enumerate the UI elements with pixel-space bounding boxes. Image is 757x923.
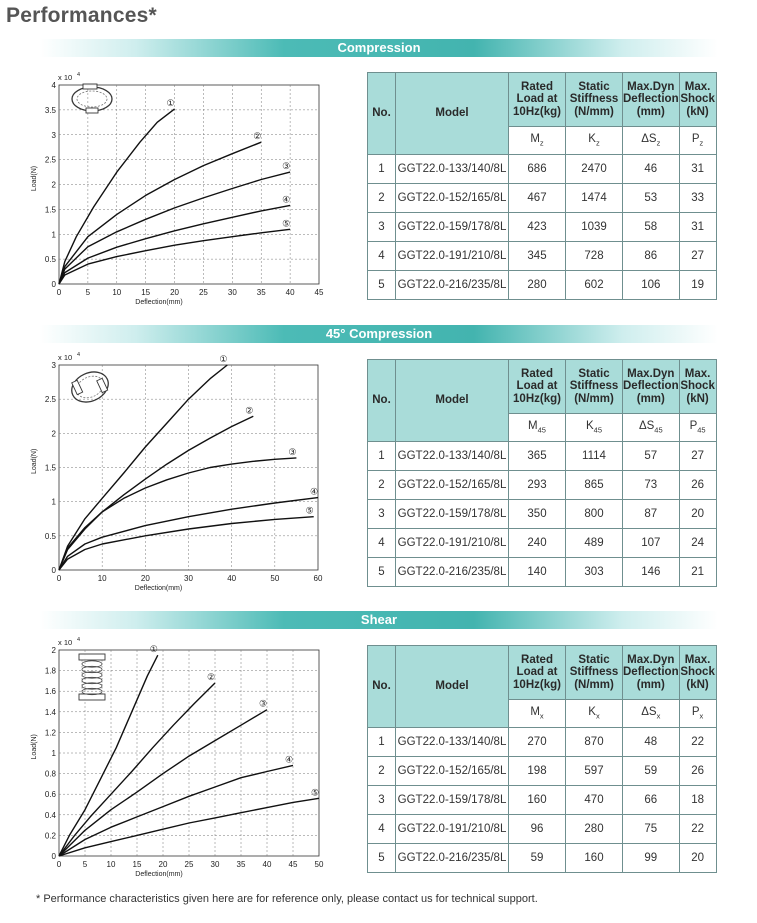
cell-no: 3	[368, 786, 396, 815]
symbol-shock-sub: z	[699, 138, 704, 148]
series-label-3: ③	[288, 446, 297, 457]
cell-static: 160	[566, 844, 623, 873]
cell-rated: 345	[509, 242, 566, 271]
cell-model: GGT22.0-216/235/8L	[396, 558, 509, 587]
x-tick-label: 10	[112, 288, 122, 297]
header-dyn	[623, 360, 680, 414]
cell-no: 5	[368, 558, 396, 587]
chart-shear	[0, 634, 340, 884]
symbol-dyn	[623, 414, 680, 442]
y-tick-label: 1	[51, 230, 56, 240]
y-tick-label: 1.5	[44, 205, 56, 215]
cell-dyn: 146	[623, 558, 680, 587]
cell-rated: 198	[509, 757, 566, 786]
x-tick-label: 0	[56, 288, 62, 297]
header-rated-line: Rated	[521, 653, 553, 666]
x-tick-label: 10	[97, 574, 107, 583]
cell-no: 5	[368, 844, 396, 873]
cell-static: 870	[566, 728, 623, 757]
x-tick-label: 10	[106, 860, 116, 869]
x-tick-label: 5	[85, 288, 91, 297]
cell-static: 865	[566, 471, 623, 500]
header-shock	[679, 360, 716, 414]
header-dyn-line: (mm)	[636, 392, 665, 405]
y-tick-label: 3	[51, 361, 56, 370]
cell-no: 2	[368, 471, 396, 500]
table-row	[368, 500, 717, 529]
cell-rated: 686	[509, 155, 566, 184]
section-label: 45° Compression	[325, 326, 433, 341]
symbol-rated-base: M	[528, 420, 538, 433]
x-tick-label: 35	[256, 288, 266, 297]
y-tick-label: 4	[51, 81, 56, 90]
y-axis-label: Load(N)	[31, 448, 38, 474]
header-rated-line: Load at	[516, 666, 558, 679]
chart-compression	[0, 62, 340, 312]
series-label-5: ⑤	[305, 505, 314, 516]
y-multiplier-exponent: 4	[77, 72, 81, 78]
y-tick-label: 1	[51, 497, 56, 507]
symbol-rated	[509, 414, 566, 442]
y-multiplier-label: x 10	[58, 73, 73, 82]
cell-dyn: 106	[623, 271, 680, 300]
footnote: * Performance characteristics given here are for reference only, please contact us for technical support.	[36, 893, 538, 905]
header-rated-line: 10Hz(kg)	[513, 105, 561, 118]
y-tick-label: 0.8	[44, 769, 56, 779]
cell-static: 280	[566, 815, 623, 844]
cell-shock: 27	[679, 442, 716, 471]
header-dyn-line: Max.Dyn	[627, 367, 675, 380]
cell-dyn: 66	[623, 786, 680, 815]
cell-rated: 160	[509, 786, 566, 815]
x-tick-label: 25	[184, 860, 194, 869]
header-model: Model	[396, 646, 509, 728]
symbol-static-sub: x	[595, 711, 600, 721]
table-row	[368, 558, 717, 587]
header-dyn-line: Deflection	[623, 666, 679, 679]
y-axis-label: Load(N)	[31, 165, 38, 192]
y-tick-label: 0.6	[44, 790, 56, 800]
cell-shock: 22	[679, 815, 716, 844]
table-shear	[367, 645, 717, 873]
table-row	[368, 529, 717, 558]
table-compression	[367, 72, 717, 300]
cell-no: 2	[368, 757, 396, 786]
x-tick-label: 20	[140, 574, 150, 583]
header-static-line: (N/mm)	[574, 678, 614, 691]
cell-no: 3	[368, 500, 396, 529]
y-tick-label: 1.4	[44, 707, 56, 717]
cell-static: 1474	[566, 184, 623, 213]
y-tick-label: 0	[51, 566, 56, 575]
y-tick-label: 0.2	[44, 831, 56, 841]
series-label-1: ①	[219, 354, 228, 364]
x-tick-label: 50	[270, 574, 280, 583]
x-tick-label: 25	[198, 288, 208, 297]
y-tick-label: 1.8	[44, 666, 56, 676]
x-tick-label: 35	[236, 860, 246, 869]
y-tick-label: 3.5	[44, 105, 56, 115]
y-tick-label: 0.5	[44, 531, 56, 541]
section-label: Compression	[337, 40, 421, 55]
header-rated-line: Load at	[516, 93, 558, 106]
cell-shock: 21	[679, 558, 716, 587]
x-tick-label: 15	[141, 288, 151, 297]
table-row	[368, 271, 717, 300]
symbol-rated-sub: z	[539, 138, 544, 148]
symbol-dyn-base: ΔS	[641, 706, 657, 719]
cell-dyn: 75	[623, 815, 680, 844]
cell-static: 1114	[566, 442, 623, 471]
header-shock	[679, 646, 716, 700]
header-static-line: Stiffness	[569, 380, 619, 393]
cell-dyn: 46	[623, 155, 680, 184]
symbol-static-sub: z	[595, 138, 600, 148]
cell-model: GGT22.0-191/210/8L	[396, 529, 509, 558]
header-model: Model	[396, 73, 509, 155]
cell-shock: 22	[679, 728, 716, 757]
header-shock	[679, 73, 716, 127]
cell-no: 1	[368, 442, 396, 471]
table-row	[368, 844, 717, 873]
symbol-shock	[679, 700, 716, 728]
cell-static: 800	[566, 500, 623, 529]
header-shock-line: Max.	[684, 367, 711, 380]
series-label-2: ②	[245, 405, 254, 416]
symbol-static	[566, 700, 623, 728]
cell-dyn: 58	[623, 213, 680, 242]
cell-shock: 19	[679, 271, 716, 300]
y-tick-label: 1.2	[44, 728, 56, 738]
series-label-5: ⑤	[311, 787, 320, 798]
cell-rated: 270	[509, 728, 566, 757]
y-tick-label: 1.6	[44, 687, 56, 697]
y-tick-label: 0.4	[44, 810, 56, 820]
y-tick-label: 0	[51, 852, 56, 861]
cell-rated: 365	[509, 442, 566, 471]
symbol-dyn-sub: 45	[654, 425, 663, 435]
x-tick-label: 30	[210, 860, 220, 869]
cell-no: 5	[368, 271, 396, 300]
section-band-compression	[40, 39, 718, 57]
header-rated	[509, 73, 566, 127]
header-shock-line: (kN)	[686, 678, 709, 691]
table-row	[368, 442, 717, 471]
symbol-dyn-sub: x	[656, 711, 661, 721]
cell-no: 4	[368, 529, 396, 558]
cell-dyn: 73	[623, 471, 680, 500]
cell-shock: 20	[679, 844, 716, 873]
cell-static: 489	[566, 529, 623, 558]
y-multiplier-label: x 10	[58, 353, 73, 362]
symbol-static-sub: 45	[593, 425, 602, 435]
x-tick-label: 45	[314, 288, 324, 297]
cell-model: GGT22.0-216/235/8L	[396, 844, 509, 873]
header-static-line: Stiffness	[569, 666, 619, 679]
cell-static: 728	[566, 242, 623, 271]
x-tick-label: 5	[82, 860, 88, 869]
y-tick-label: 1.5	[44, 463, 56, 473]
cell-static: 597	[566, 757, 623, 786]
header-dyn-line: (mm)	[636, 678, 665, 691]
header-static-line: Static	[578, 653, 610, 666]
header-model: Model	[396, 360, 509, 442]
x-tick-label: 15	[132, 860, 142, 869]
cell-model: GGT22.0-159/178/8L	[396, 786, 509, 815]
cell-shock: 24	[679, 529, 716, 558]
symbol-shock	[679, 414, 716, 442]
x-axis-label: Deflection(mm)	[135, 871, 183, 878]
cell-dyn: 53	[623, 184, 680, 213]
cell-dyn: 87	[623, 500, 680, 529]
table-row	[368, 213, 717, 242]
symbol-static-base: K	[585, 420, 594, 433]
x-tick-label: 20	[158, 860, 168, 869]
header-static-line: (N/mm)	[574, 105, 614, 118]
cell-rated: 59	[509, 844, 566, 873]
x-tick-label: 45	[288, 860, 298, 869]
series-label-1: ①	[166, 97, 175, 108]
header-rated-line: 10Hz(kg)	[513, 678, 561, 691]
series-label-3: ③	[259, 698, 268, 709]
series-label-1: ①	[149, 644, 158, 655]
header-rated	[509, 360, 566, 414]
header-shock-line: Shock	[680, 380, 715, 393]
header-static	[566, 73, 623, 127]
series-label-4: ④	[285, 754, 294, 765]
symbol-shock-base: P	[691, 706, 700, 719]
y-multiplier-exponent: 4	[77, 352, 81, 358]
header-no: No.	[368, 73, 396, 155]
header-no: No.	[368, 646, 396, 728]
section-band-shear	[40, 611, 718, 629]
cell-model: GGT22.0-133/140/8L	[396, 442, 509, 471]
header-static	[566, 360, 623, 414]
symbol-static	[566, 414, 623, 442]
cell-shock: 20	[679, 500, 716, 529]
y-tick-label: 2	[51, 429, 56, 439]
cell-dyn: 99	[623, 844, 680, 873]
cell-model: GGT22.0-191/210/8L	[396, 815, 509, 844]
table-row	[368, 242, 717, 271]
symbol-dyn-base: ΔS	[641, 133, 657, 146]
section-label: Shear	[360, 612, 398, 627]
symbol-rated-base: M	[530, 133, 540, 146]
cell-model: GGT22.0-216/235/8L	[396, 271, 509, 300]
cell-model: GGT22.0-159/178/8L	[396, 213, 509, 242]
x-tick-label: 0	[56, 574, 62, 583]
header-static-line: Static	[578, 367, 610, 380]
cell-rated: 467	[509, 184, 566, 213]
cell-model: GGT22.0-159/178/8L	[396, 500, 509, 529]
y-multiplier-exponent: 4	[77, 637, 81, 643]
symbol-rated-sub: 45	[537, 425, 546, 435]
x-tick-label: 50	[314, 860, 324, 869]
symbol-static-base: K	[588, 133, 596, 146]
cell-dyn: 48	[623, 728, 680, 757]
header-static	[566, 646, 623, 700]
x-tick-label: 30	[227, 288, 237, 297]
symbol-dyn	[623, 127, 680, 155]
table-row	[368, 815, 717, 844]
section-band-45-compression	[40, 325, 718, 343]
cell-model: GGT22.0-152/165/8L	[396, 471, 509, 500]
symbol-shock	[679, 127, 716, 155]
header-dyn-line: Deflection	[623, 93, 679, 106]
header-dyn	[623, 73, 680, 127]
table-header-row	[368, 360, 717, 414]
cell-rated: 423	[509, 213, 566, 242]
header-rated-line: Rated	[521, 80, 553, 93]
table-row	[368, 786, 717, 815]
y-tick-label: 1	[51, 749, 56, 758]
symbol-dyn-sub: z	[656, 138, 661, 148]
cell-rated: 240	[509, 529, 566, 558]
cell-no: 1	[368, 155, 396, 184]
series-label-4: ④	[310, 486, 319, 497]
cell-no: 1	[368, 728, 396, 757]
table-header-row	[368, 73, 717, 127]
series-label-2: ②	[207, 671, 216, 682]
cell-rated: 350	[509, 500, 566, 529]
x-tick-label: 0	[56, 860, 62, 869]
y-tick-label: 3	[51, 130, 56, 140]
header-static-line: (N/mm)	[574, 392, 614, 405]
x-axis-label: Deflection(mm)	[135, 299, 183, 306]
table-row	[368, 757, 717, 786]
symbol-dyn-base: ΔS	[638, 420, 655, 433]
symbol-static-base: K	[588, 706, 596, 719]
y-tick-label: 2.5	[44, 155, 56, 165]
y-tick-label: 0	[51, 280, 56, 289]
header-dyn-line: (mm)	[636, 105, 665, 118]
cell-rated: 96	[509, 815, 566, 844]
cell-shock: 31	[679, 155, 716, 184]
header-rated-line: 10Hz(kg)	[513, 392, 561, 405]
cell-static: 1039	[566, 213, 623, 242]
cell-dyn: 86	[623, 242, 680, 271]
table-row	[368, 155, 717, 184]
x-tick-label: 30	[184, 574, 193, 583]
x-tick-label: 40	[285, 288, 295, 297]
x-tick-label: 20	[170, 288, 180, 297]
cell-shock: 31	[679, 213, 716, 242]
header-shock-line: Max.	[684, 80, 711, 93]
header-shock-line: Shock	[680, 666, 715, 679]
cell-no: 2	[368, 184, 396, 213]
header-rated	[509, 646, 566, 700]
x-tick-label: 60	[313, 574, 323, 583]
header-rated-line: Rated	[521, 367, 553, 380]
header-static-line: Stiffness	[569, 93, 619, 106]
header-dyn-line: Max.Dyn	[627, 653, 675, 666]
cell-model: GGT22.0-133/140/8L	[396, 155, 509, 184]
cell-model: GGT22.0-191/210/8L	[396, 242, 509, 271]
cell-no: 4	[368, 815, 396, 844]
symbol-dyn	[623, 700, 680, 728]
header-dyn-line: Deflection	[623, 380, 679, 393]
table-45-compression	[367, 359, 717, 587]
header-shock-line: Max.	[684, 653, 711, 666]
symbol-shock-sub: x	[699, 711, 704, 721]
symbol-rated-sub: x	[539, 711, 544, 721]
x-axis-label: Deflection(mm)	[134, 585, 183, 592]
cell-static: 303	[566, 558, 623, 587]
x-tick-label: 40	[262, 860, 272, 869]
cell-static: 470	[566, 786, 623, 815]
table-row	[368, 728, 717, 757]
symbol-shock-sub: 45	[697, 425, 706, 435]
page-title: Performances*	[6, 4, 157, 27]
y-tick-label: 2	[51, 646, 56, 655]
cell-shock: 27	[679, 242, 716, 271]
header-static-line: Static	[578, 80, 610, 93]
y-tick-label: 0.5	[44, 255, 56, 265]
y-axis-label: Load(N)	[31, 734, 38, 760]
header-dyn	[623, 646, 680, 700]
cell-model: GGT22.0-152/165/8L	[396, 757, 509, 786]
series-label-4: ④	[282, 194, 291, 205]
table-row	[368, 184, 717, 213]
cell-model: GGT22.0-133/140/8L	[396, 728, 509, 757]
header-shock-line: (kN)	[686, 105, 709, 118]
header-no: No.	[368, 360, 396, 442]
symbol-shock-base: P	[689, 420, 698, 433]
symbol-rated	[509, 700, 566, 728]
chart-45-compression	[0, 348, 340, 598]
header-shock-line: Shock	[680, 93, 715, 106]
table-header-row	[368, 646, 717, 700]
series-label-5: ⑤	[282, 218, 291, 229]
series-label-3: ③	[282, 161, 291, 172]
cell-static: 2470	[566, 155, 623, 184]
cell-no: 4	[368, 242, 396, 271]
cell-dyn: 107	[623, 529, 680, 558]
symbol-shock-base: P	[691, 133, 700, 146]
y-multiplier-label: x 10	[58, 638, 73, 647]
cell-shock: 33	[679, 184, 716, 213]
cell-model: GGT22.0-152/165/8L	[396, 184, 509, 213]
header-dyn-line: Max.Dyn	[627, 80, 675, 93]
cell-rated: 280	[509, 271, 566, 300]
cell-shock: 26	[679, 757, 716, 786]
cell-dyn: 57	[623, 442, 680, 471]
cell-rated: 293	[509, 471, 566, 500]
cell-shock: 18	[679, 786, 716, 815]
cell-shock: 26	[679, 471, 716, 500]
table-row	[368, 471, 717, 500]
symbol-rated	[509, 127, 566, 155]
header-shock-line: (kN)	[686, 392, 709, 405]
symbol-rated-base: M	[530, 706, 540, 719]
cell-dyn: 59	[623, 757, 680, 786]
x-tick-label: 40	[227, 574, 237, 583]
cell-static: 602	[566, 271, 623, 300]
symbol-static	[566, 127, 623, 155]
header-rated-line: Load at	[516, 380, 558, 393]
y-tick-label: 2.5	[44, 395, 56, 405]
series-label-2: ②	[253, 131, 262, 142]
y-tick-label: 2	[51, 180, 56, 190]
cell-no: 3	[368, 213, 396, 242]
cell-rated: 140	[509, 558, 566, 587]
